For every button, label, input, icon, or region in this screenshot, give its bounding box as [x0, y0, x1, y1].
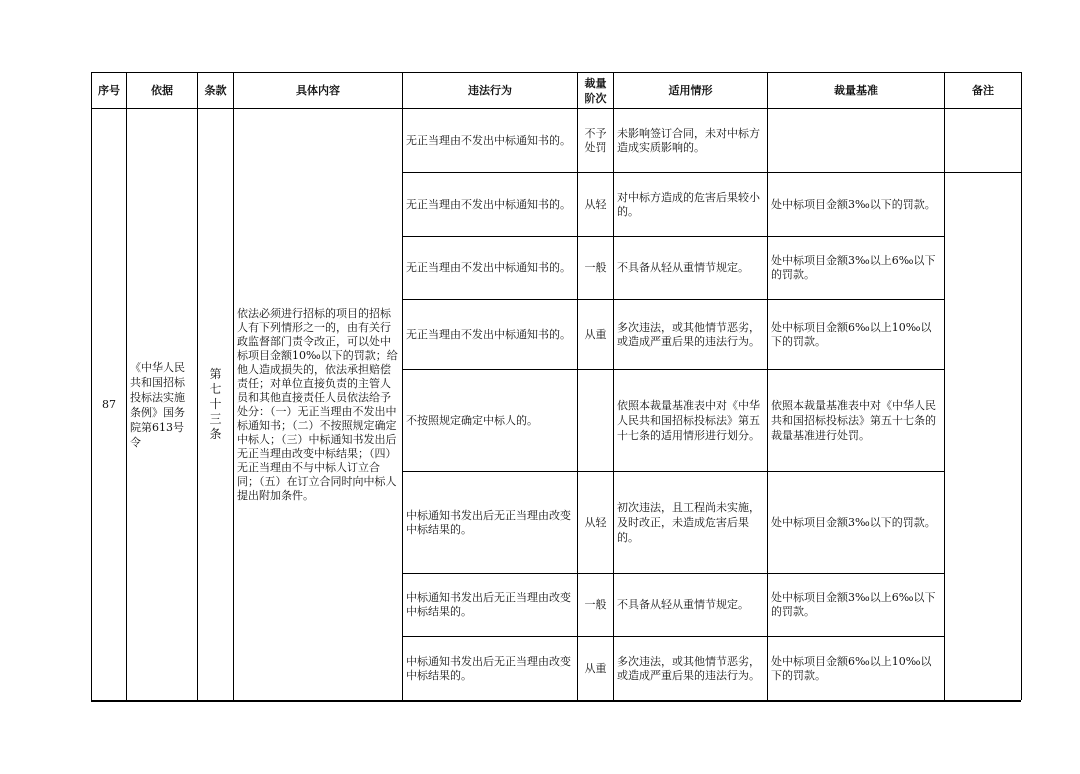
row-level: 一般 [578, 237, 614, 300]
header-remark: 备注 [945, 73, 1022, 109]
header-standard: 裁量基准 [768, 73, 945, 109]
table-bottom-border [91, 700, 1021, 702]
row-standard: 处中标项目金额3‰以下的罚款。 [768, 173, 945, 237]
row-violation: 中标通知书发出后无正当理由改变中标结果的。 [403, 637, 578, 701]
header-no: 序号 [92, 73, 127, 109]
record-article [198, 109, 234, 701]
record-basis: 《中华人民共和国招标投标法实施条例》国务院第613号令 [127, 109, 198, 701]
row-standard: 处中标项目金额3‰以上6‰以下的罚款。 [768, 574, 945, 637]
row-standard: 处中标项目金额6‰以上10‰以下的罚款。 [768, 300, 945, 370]
header-situation: 适用情形 [614, 73, 768, 109]
header-violation: 违法行为 [403, 73, 578, 109]
row-standard: 处中标项目金额3‰以下的罚款。 [768, 472, 945, 574]
row-situation: 不具备从轻从重情节规定。 [614, 237, 768, 300]
header-basis: 依据 [127, 73, 198, 109]
record-article-text: 第七十三条 [209, 367, 222, 441]
row-level [578, 370, 614, 472]
record-content: 依法必须进行招标的项目的招标人有下列情形之一的，由有关行政监督部门责令改正，可以处中标项目金额10‰以下的罚款；给他人造成损失的，依法承担赔偿责任；对单位直接负责的主管人员和其他直接责任人员依法给予处分：（一）无正当理由不发出中标通知书；（二）不按照规定确定中标人；（三）中标通知书发出后无正当理由改变中标结果；（四）无正当理由不与中标人订立合同；（五）在订立合同时向中标人提出附加条件。 [234, 109, 403, 701]
row-level: 从轻 [578, 472, 614, 574]
row-standard: 依照本裁量基准表中对《中华人民共和国招标投标法》第五十七条的裁量基准进行处罚。 [768, 370, 945, 472]
header-article: 条款 [198, 73, 234, 109]
row-level: 从重 [578, 637, 614, 701]
row-situation: 未影响签订合同，未对中标方造成实质影响的。 [614, 109, 768, 173]
row-level: 从轻 [578, 173, 614, 237]
row-situation: 对中标方造成的危害后果较小的。 [614, 173, 768, 237]
record-number: 87 [92, 109, 127, 701]
row-violation: 中标通知书发出后无正当理由改变中标结果的。 [403, 472, 578, 574]
row-situation: 依照本裁量基准表中对《中华人民共和国招标投标法》第五十七条的适用情形进行划分。 [614, 370, 768, 472]
row-standard: 处中标项目金额3‰以上6‰以下的罚款。 [768, 237, 945, 300]
row-violation: 无正当理由不发出中标通知书的。 [403, 300, 578, 370]
row-violation: 中标通知书发出后无正当理由改变中标结果的。 [403, 574, 578, 637]
row-level: 从重 [578, 300, 614, 370]
row-level: 不予处罚 [578, 109, 614, 173]
row-violation: 无正当理由不发出中标通知书的。 [403, 109, 578, 173]
header-content: 具体内容 [234, 73, 403, 109]
row-situation: 不具备从轻从重情节规定。 [614, 574, 768, 637]
header-level: 裁量阶次 [578, 73, 614, 109]
row-violation: 不按照规定确定中标人的。 [403, 370, 578, 472]
row-standard [768, 109, 945, 173]
row-situation: 多次违法，或其他情节恶劣，或造成严重后果的违法行为。 [614, 637, 768, 701]
penalty-table [91, 72, 1022, 701]
row-violation: 无正当理由不发出中标通知书的。 [403, 173, 578, 237]
row-standard: 处中标项目金额6‰以上10‰以下的罚款。 [768, 637, 945, 701]
row-remark [945, 109, 1022, 173]
row-situation: 多次违法，或其他情节恶劣，或造成严重后果的违法行为。 [614, 300, 768, 370]
header-row [92, 73, 1022, 109]
row-level: 一般 [578, 574, 614, 637]
remark-merged-cell [945, 173, 1022, 701]
remark-right-border [1021, 172, 1022, 700]
table-row [92, 109, 1022, 173]
row-situation: 初次违法，且工程尚未实施，及时改正，未造成危害后果的。 [614, 472, 768, 574]
row-violation: 无正当理由不发出中标通知书的。 [403, 237, 578, 300]
